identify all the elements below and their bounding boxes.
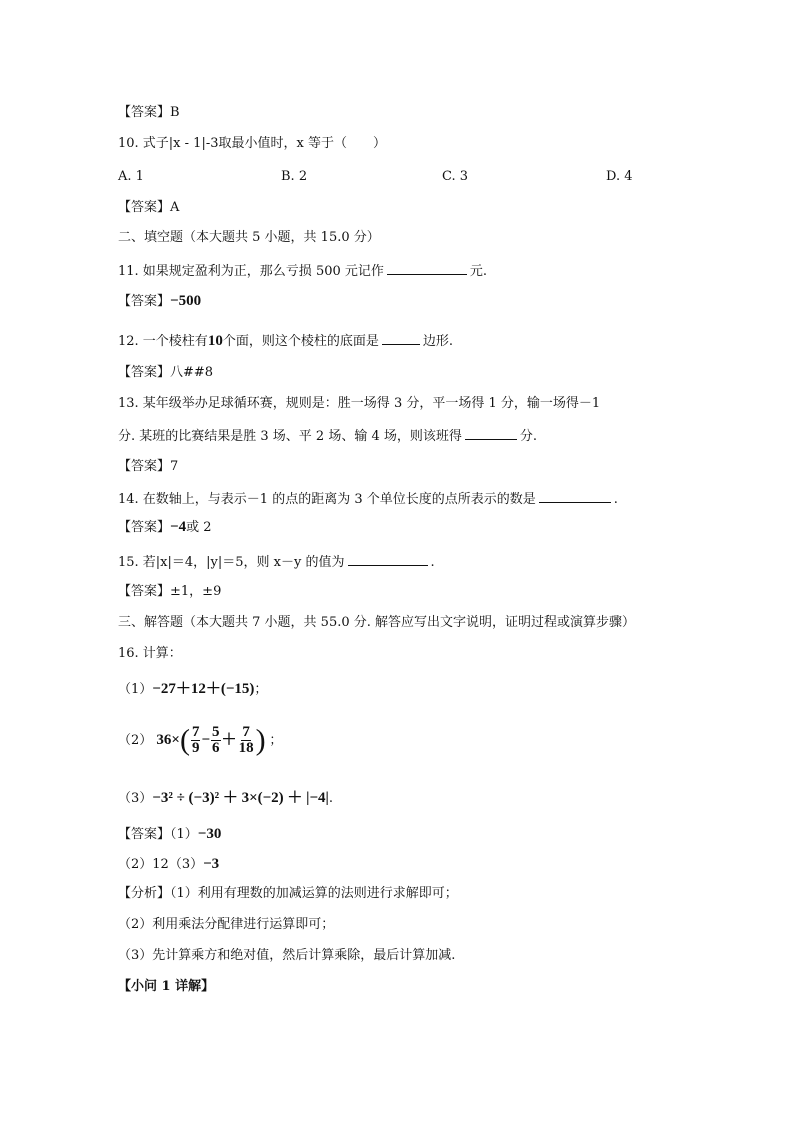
answer-blank: [382, 331, 420, 345]
analysis-1: 【分析】（1）利用有理数的加减运算的法则进行求解即可；: [118, 886, 458, 901]
fraction: $\frac{5}{6}$: [212, 724, 220, 757]
problem-16-1: （1）−27＋12＋(−15)；: [118, 681, 268, 697]
math-expression: 36×( $\frac{7}{9}$ − $\frac{5}{6}$ ＋ $\frac{7}{18}$ ): [156, 723, 266, 757]
question-10: 10. 式子|x - 1|-3取最小值时，x 等于（ ）: [118, 136, 386, 151]
answer-13: 【答案】7: [118, 459, 179, 474]
section-3-title: 三、解答题（本大题共 7 小题，共 55.0 分. 解答应写出文字说明，证明过程或演算步骤）: [118, 615, 636, 630]
answer-blank: [465, 426, 517, 440]
math-expression: −3² ÷ (−3)² ＋ 3×(−2) ＋ |−4|: [152, 790, 329, 806]
option-d: D. 4: [606, 169, 633, 184]
answer-16-line2: （2）12（3）−3: [118, 856, 220, 872]
problem-16-3: （3）−3² ÷ (−3)² ＋ 3×(−2) ＋ |−4|.: [118, 790, 333, 806]
math-answer: −30: [197, 826, 222, 842]
answer-16-line1: 【答案】（1）−30: [118, 826, 222, 842]
math-answer: −3: [203, 856, 220, 872]
answer-blank: [539, 489, 611, 503]
question-15: 15. 若|x|＝4，|y|＝5，则 x－y 的值为 .: [118, 552, 435, 572]
question-14: 14. 在数轴上，与表示－1 的点的距离为 3 个单位长度的点所表示的数是 .: [118, 489, 618, 509]
analysis-3: （3）先计算乘方和绝对值，然后计算乘除，最后计算加减.: [118, 948, 456, 963]
option-a: A. 1: [118, 169, 144, 184]
question-16: 16. 计算：: [118, 646, 182, 661]
answer-10: 【答案】A: [118, 200, 180, 215]
option-c: C. 3: [442, 169, 469, 184]
section-2-title: 二、填空题（本大题共 5 小题，共 15.0 分）: [118, 230, 380, 245]
question-12: 12. 一个棱柱有10个面，则这个棱柱的底面是 边形.: [118, 333, 453, 349]
math-expression: −27＋12＋(−15): [152, 681, 255, 697]
fraction: $\frac{7}{9}$: [191, 724, 200, 757]
math-answer: −4: [170, 519, 187, 535]
problem-16-2: （2） 36×( $\frac{7}{9}$ − $\frac{5}{6}$ ＋ $\frac{7}{18}$ ) ；: [118, 723, 283, 757]
analysis-2: （2）利用乘法分配律进行运算即可；: [118, 917, 335, 932]
answer-12: 【答案】八##8: [118, 365, 214, 380]
option-b: B. 2: [281, 169, 308, 184]
answer-blank: [387, 261, 467, 275]
answer-blank: [348, 552, 428, 566]
math-answer: −500: [170, 293, 202, 309]
answer-9: 【答案】B: [118, 105, 180, 120]
question-11: 11. 如果规定盈利为正，那么亏损 500 元记作 元.: [118, 261, 487, 281]
fraction: $\frac{7}{18}$: [238, 724, 254, 757]
answer-14: 【答案】−4或 2: [118, 519, 212, 535]
question-13-line1: 13. 某年级举办足球循环赛，规则是：胜一场得 3 分，平一场得 1 分，输一场得－1: [118, 396, 601, 411]
sub-question-1-heading: 【小问 1 详解】: [118, 979, 215, 994]
answer-11: 【答案】−500: [118, 293, 202, 309]
question-13-line2: 分. 某班的比赛结果是胜 3 场、平 2 场、输 4 场，则该班得 分.: [118, 426, 537, 446]
answer-15: 【答案】±1，±9: [118, 584, 222, 599]
